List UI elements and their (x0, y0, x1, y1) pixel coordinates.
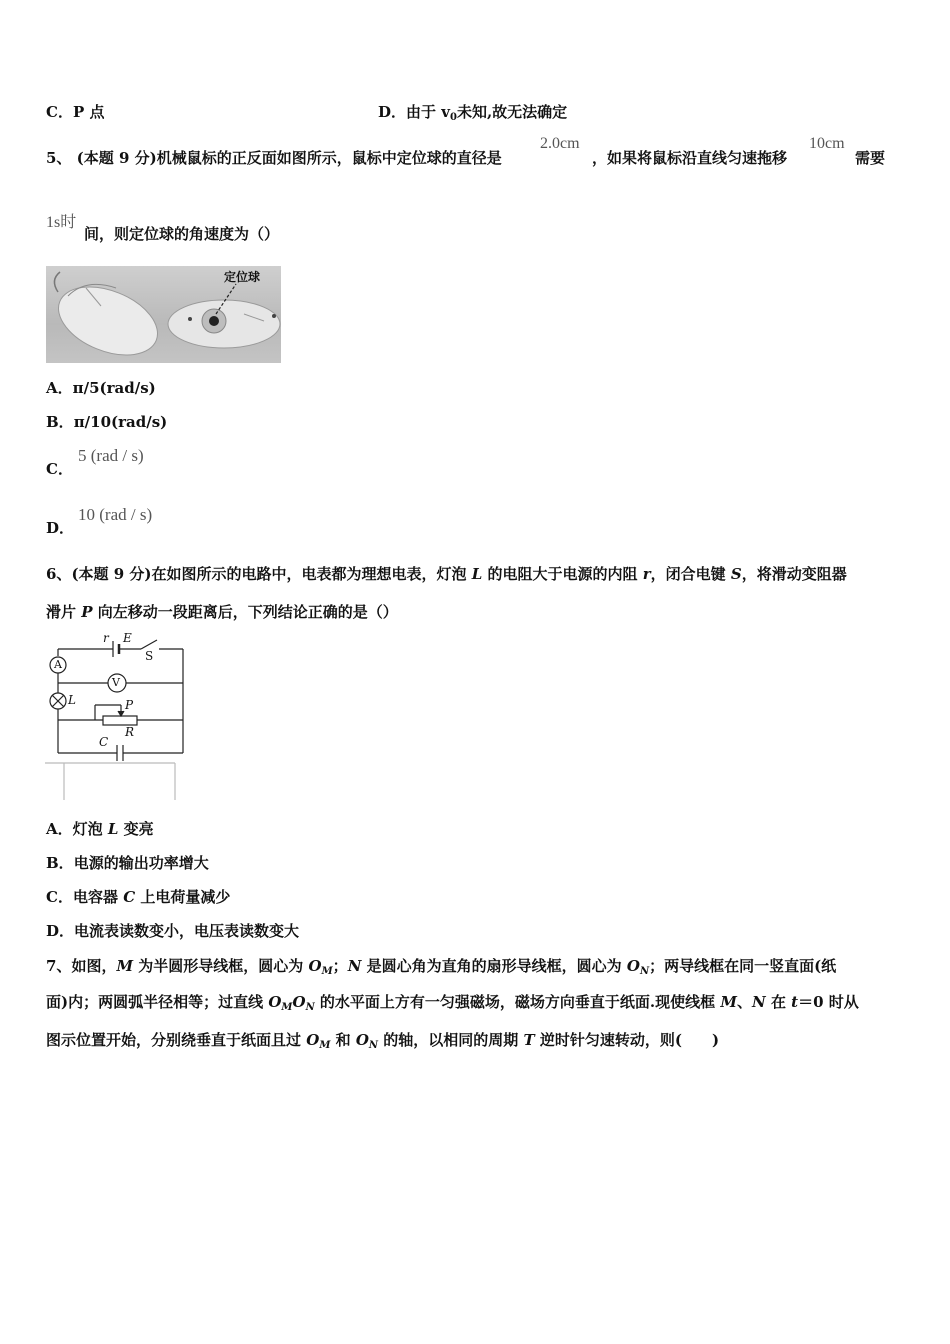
q7-stem-line3: 图示位置开始，分别绕垂直于纸面且过 $O_M$ 和 $O_N$ 的轴，以相同的周期 T 逆时针匀速转动，则( ) (46, 1031, 720, 1051)
option-label: D． (378, 103, 407, 121)
q6-option-d: D．电流表读数变小，电压表读数变大 (46, 922, 300, 940)
label-P: P (125, 698, 134, 712)
q5-option-d-label: D． (46, 519, 75, 537)
option-text: P 点 (72, 103, 105, 121)
q5-option-c-formula: 5 (rad / s) (78, 446, 144, 465)
q5-stem-line1c: 需要 (855, 149, 886, 167)
label-C: C (99, 735, 109, 749)
label-L: L (68, 693, 76, 707)
q5-stem-line2: 间，则定位球的角速度为（） (84, 225, 280, 243)
q6-option-c: C．电容器 C 上电荷量减少 (46, 888, 231, 906)
q5-option-c-label: C． (46, 460, 73, 478)
option-text: π/10(rad/s) (73, 413, 168, 431)
option-label: A． (46, 379, 73, 397)
label-E: E (123, 631, 132, 645)
voltmeter-icon: V (112, 676, 120, 689)
question-number: 5、 (46, 149, 72, 167)
formula-distance: 10cm (809, 135, 845, 152)
figure-label-ball: 定位球 (224, 270, 261, 284)
option-label: C． (46, 103, 73, 121)
label-r: r (103, 631, 109, 645)
q6-stem-line2: 滑片 P 向左移动一段距离后，下列结论正确的是（） (46, 603, 398, 621)
q7-stem-line2: 面)内；两圆弧半径相等；过直线 $O_MO_N$ 的水平面上方有一匀强磁场，磁场方向垂直于纸面.现使线框 M、N 在 t＝0 时从 (46, 993, 859, 1013)
q5-option-d-formula: 10 (rad / s) (78, 505, 153, 524)
q4-option-d (378, 102, 567, 128)
option-text: 由于 $v_0$未知,故无法确定 (406, 103, 568, 123)
option-text: π/5(rad/s) (72, 379, 156, 397)
q5-option-b (46, 412, 167, 432)
q5-stem-line1b: ，如果将鼠标沿直线匀速拖移 (592, 149, 788, 167)
q7-stem-line1: 7、如图，M 为半圆形导线框，圆心为 $O_M$；N 是圆心角为直角的扇形导线框，圆心为 $O_N$；两导线框在同一竖直面(纸 (46, 957, 837, 977)
formula-diameter: 2.0cm (540, 135, 580, 152)
circuit-diagram (45, 632, 185, 802)
q6-stem-line1: 6、(本题 9 分)在如图所示的电路中，电表都为理想电表，灯泡 L 的电阻大于电源的内阻 r，闭合电键 S，将滑动变阻器 (46, 565, 847, 583)
q4-option-c (46, 102, 104, 122)
ammeter-icon: A (54, 658, 62, 671)
q5-option-a (46, 378, 156, 398)
q5-stem-line1 (46, 148, 502, 168)
q6-option-a: A．灯泡 L 变亮 (46, 820, 154, 838)
label-R: R (125, 725, 135, 739)
stem-text: (本题 9 分)机械鼠标的正反面如图所示，鼠标中定位球的直径是 (76, 149, 502, 167)
formula-time: 1s时 (46, 214, 77, 231)
q6-option-b: B．电源的输出功率增大 (46, 854, 209, 872)
label-S: S (145, 649, 154, 663)
mouse-photo (46, 266, 281, 363)
option-label: B． (46, 413, 74, 431)
